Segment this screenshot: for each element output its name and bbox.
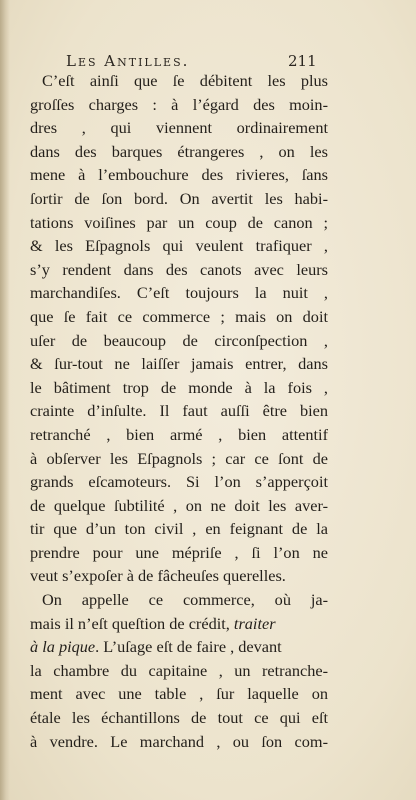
text-line: dans des barques étrangeres , on les (30, 141, 328, 161)
text-line: C’eſt ainſi que ſe débitent les plus (42, 71, 328, 90)
text-line: veut s’expoſer à de fâcheuſes querelles. (30, 566, 286, 586)
text-fragment: mais il n’eſt queſtion de crédit, (30, 613, 234, 633)
text-line: prendre pour une mépriſe , ſi l’on ne (30, 542, 328, 562)
text-line: groſſes charges : à l’égard des moin- (30, 94, 328, 114)
text-line: ſortir de ſon bord. On avertit les habi- (30, 188, 328, 208)
text-line: à obſerver les Eſpagnols ; car ce ſont de (30, 448, 328, 468)
text-line: de quelque ſubtilité , on ne doit les aver- (30, 495, 328, 515)
text-line: On appelle ce commerce, où ja- (42, 590, 328, 610)
text-line: à vendre. Le marchand , ou ſon com- (30, 731, 328, 751)
text-line: mene à l’embouchure des rivieres, ſans (30, 165, 328, 185)
text-line: marchandiſes. C’eſt toujours la nuit , (30, 283, 328, 303)
text-line: le bâtiment trop de monde à la fois , (30, 377, 328, 397)
text-line: ment avec une table , ſur laquelle on (30, 684, 328, 704)
text-line: que ſe fait ce commerce ; mais on doit (30, 306, 328, 326)
text-line: s’y rendent dans des canots avec leurs (30, 259, 328, 279)
text-line: étale les échantillons de tout ce qui eſt (30, 708, 328, 728)
text-line: retranché , bien armé , bien attentif (30, 424, 328, 444)
page-gutter-shadow (0, 0, 10, 800)
italic-term: à la pique (30, 637, 96, 657)
text-line (30, 635, 328, 659)
text-line: dres , qui viennent ordinairement (30, 118, 328, 138)
italic-term: traiter (233, 613, 276, 633)
text-line: uſer de beaucoup de circonſpection , (30, 330, 328, 350)
text-line: grands eſcamoteurs. Si l’on s’apperçoit (30, 472, 328, 492)
text-line: crainte d’inſulte. Il faut auſſi être bien (30, 401, 328, 421)
text-line (30, 612, 328, 636)
page-number: 211 (288, 52, 317, 70)
text-line: tations voiſines par un coup de canon ; (30, 212, 328, 232)
text-line: & les Eſpagnols qui veulent trafiquer , (30, 236, 328, 256)
running-head: Les Antilles. (66, 52, 190, 70)
text-fragment: . L’uſage eſt de faire , devant (95, 637, 282, 657)
text-line: tir que d’un ton civil , en feignant de la (30, 519, 328, 539)
text-line: & ſur-tout ne laiſſer jamais entrer, dans (30, 354, 328, 374)
body-text (30, 69, 328, 753)
text-line: la chambre du capitaine , un retranche- (30, 660, 328, 680)
